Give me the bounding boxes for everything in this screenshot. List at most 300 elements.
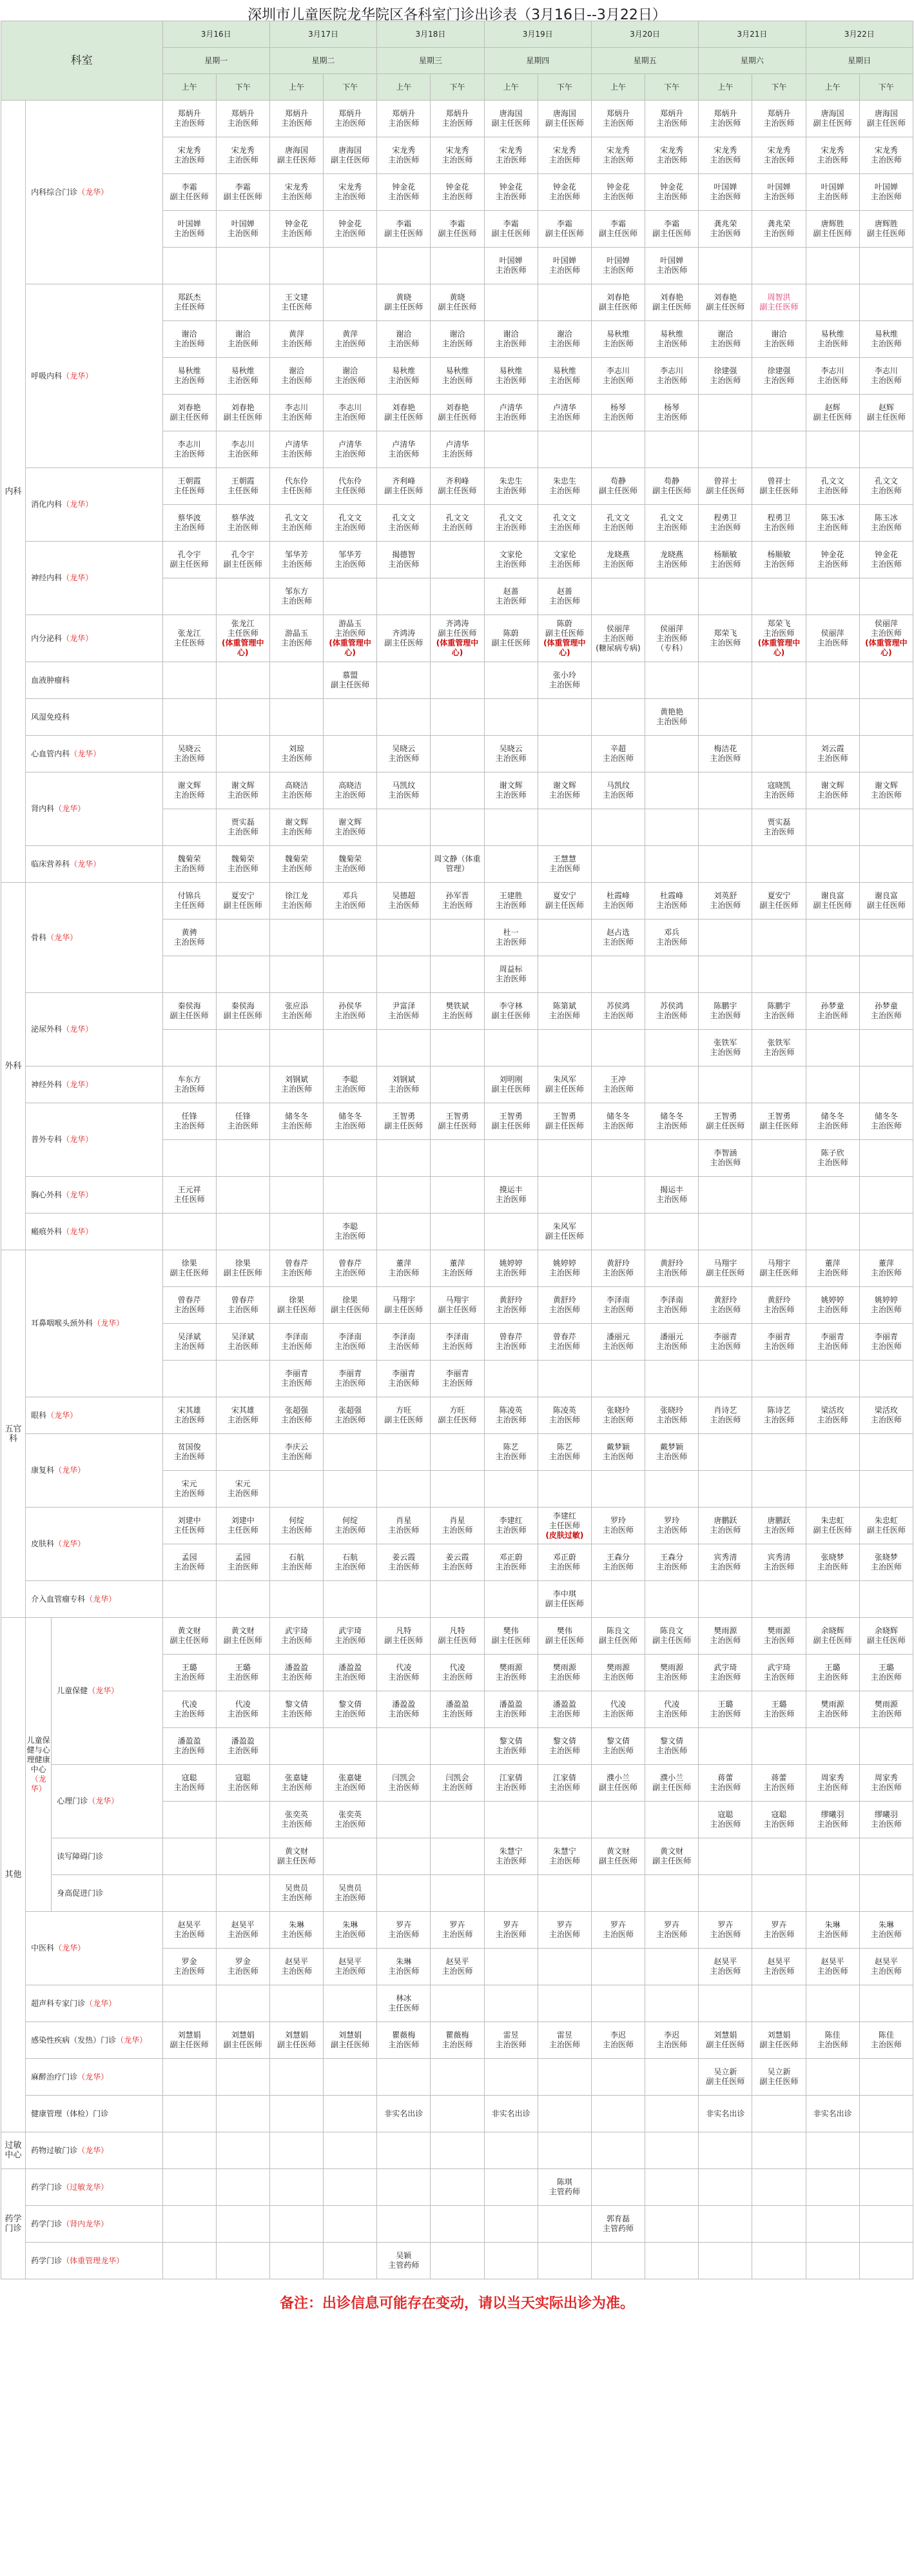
doctor-name: 王慧慧 <box>552 854 576 863</box>
doctor-title: 副主任医师 <box>545 629 584 638</box>
doctor-title: 主治医师 <box>388 339 420 348</box>
doctor-title: 主治医师 <box>335 523 366 532</box>
doctor-name: 樊雨源 <box>767 1626 791 1635</box>
schedule-cell <box>484 615 538 662</box>
schedule-cell <box>216 284 269 321</box>
doctor-name: 李泽南 <box>445 1332 469 1341</box>
doctor-name: 李泽南 <box>606 1295 630 1304</box>
doctor-name: 曾春芹 <box>177 1295 201 1304</box>
doctor-title: 主治医师 <box>495 791 527 800</box>
doctor-name: 徐果 <box>235 1259 251 1268</box>
doctor-title: 主治医师 <box>870 1342 902 1351</box>
doctor-title: 主治医师 <box>173 1452 205 1461</box>
schedule-cell <box>216 883 269 919</box>
schedule-cell <box>324 1324 377 1361</box>
schedule-cell <box>538 736 591 772</box>
doctor-name: 钟金花 <box>338 219 362 228</box>
doctor-title: 主治医师 <box>442 449 473 458</box>
doctor-title: 主治医师 <box>495 754 527 763</box>
doctor-name: 李霜 <box>235 182 251 192</box>
schedule-cell <box>699 395 752 431</box>
schedule-cell <box>377 993 431 1030</box>
dept-name: 药物过敏门诊 <box>31 2145 78 2155</box>
schedule-cell <box>806 358 859 395</box>
doctor-name: 曾春芹 <box>552 1332 576 1341</box>
schedule-cell <box>431 736 484 772</box>
schedule-cell <box>752 2169 806 2206</box>
doctor-name: 谢洽 <box>449 329 465 339</box>
doctor-title: 主治医师 <box>227 1746 258 1755</box>
doctor-title: 主治医师 <box>602 1746 634 1755</box>
doctor-title: 副主任医师 <box>223 1011 262 1020</box>
doctor-name: 储冬冬 <box>660 1112 684 1121</box>
doctor-title: 主治医师 <box>656 560 688 569</box>
doctor-title: 副主任医师 <box>706 1268 745 1277</box>
doctor-title: 主治医师 <box>656 413 688 422</box>
doctor-name: 唐海国 <box>284 146 308 155</box>
doctor-title: 主治医师 <box>602 523 634 532</box>
doctor-name: 樊雨源 <box>552 1663 576 1672</box>
schedule-cell <box>324 2132 377 2169</box>
schedule-cell <box>591 505 645 542</box>
doctor-title: 主治医师 <box>280 376 312 385</box>
schedule-cell <box>591 284 645 321</box>
doctor-name: 王朝霞 <box>231 477 255 486</box>
schedule-cell <box>269 1508 323 1544</box>
doctor-name: 唐鹏跃 <box>767 1516 791 1525</box>
doctor-title: 主治医师 <box>763 1673 795 1682</box>
dept-cell <box>26 2206 162 2243</box>
doctor-title: 主治医师 <box>602 119 634 128</box>
doctor-title: 主治医师 <box>335 560 366 569</box>
schedule-cell <box>162 174 216 211</box>
schedule-cell <box>645 699 699 736</box>
doctor-title: 主治医师 <box>280 1268 312 1277</box>
schedule-cell <box>216 1508 269 1544</box>
dept-tag: （龙华） <box>88 1796 119 1805</box>
doctor-name: 陈佳 <box>878 2030 894 2040</box>
schedule-cell <box>752 2206 806 2243</box>
doctor-title: 主治医师 <box>602 1011 634 1020</box>
dept-tag: （龙华） <box>88 1686 119 1695</box>
doctor-name: 樊雨源 <box>821 1700 844 1709</box>
schedule-cell <box>538 2169 591 2206</box>
schedule-cell <box>216 1985 269 2022</box>
doctor-title: 主治医师 <box>656 1526 688 1535</box>
doctor-name: 黄舒玲 <box>660 1259 684 1268</box>
doctor-title: 副主任医师 <box>438 229 477 238</box>
schedule-cell <box>806 662 859 699</box>
schedule-cell <box>859 505 913 542</box>
doctor-name: 李庆云 <box>284 1442 308 1451</box>
doctor-title: 主治医师 <box>817 2040 848 2049</box>
schedule-cell <box>538 993 591 1030</box>
schedule-cell <box>269 662 323 699</box>
schedule-cell <box>752 662 806 699</box>
doctor-title: 主治医师 <box>388 2040 420 2049</box>
doctor-title: 主治医师 <box>280 1930 312 1939</box>
schedule-cell <box>162 2022 216 2059</box>
schedule-cell <box>752 1067 806 1103</box>
doctor-title: 副主任医师 <box>384 486 423 495</box>
doctor-title: 主治医师 <box>388 1562 420 1571</box>
doctor-name: 王智勇 <box>767 1112 791 1121</box>
schedule-cell <box>806 2132 859 2169</box>
schedule-cell <box>216 1949 269 1985</box>
schedule-cell <box>377 1140 431 1177</box>
doctor-title: 主治医师 <box>335 1893 366 1902</box>
schedule-cell <box>859 358 913 395</box>
doctor-name: 易秋维 <box>499 366 523 375</box>
doctor-title: 副主任医师 <box>438 1305 477 1314</box>
schedule-cell <box>645 431 699 468</box>
schedule-cell <box>484 137 538 174</box>
doctor-title: 主治医师 <box>763 119 795 128</box>
schedule-cell <box>645 1802 699 1838</box>
schedule-cell <box>645 468 699 505</box>
schedule-cell <box>859 2022 913 2059</box>
schedule-cell <box>645 1655 699 1691</box>
doctor-name: 龙晓燕 <box>660 550 684 559</box>
doctor-title: 主治医师 <box>388 376 420 385</box>
doctor-title: 主治医师 <box>870 1562 902 1571</box>
schedule-cell <box>538 1397 591 1434</box>
doctor-name: 赵昊平 <box>821 1957 844 1966</box>
schedule-cell <box>859 101 913 137</box>
doctor-title: 主治医师 <box>549 1856 580 1865</box>
schedule-cell <box>645 2022 699 2059</box>
doctor-name: 苟静 <box>610 477 626 486</box>
doctor-name: 凡特 <box>449 1626 465 1635</box>
doctor-name: 吴德超 <box>392 891 416 900</box>
schedule-cell <box>806 772 859 809</box>
doctor-title: 主治医师 <box>495 192 527 201</box>
schedule-cell <box>324 1544 377 1581</box>
doctor-title: 主治医师 <box>602 1268 634 1277</box>
doctor-title: 主治医师 <box>495 339 527 348</box>
schedule-cell <box>859 883 913 919</box>
doctor-name: 石航 <box>342 1553 358 1562</box>
doctor-title: 主治医师 <box>227 523 258 532</box>
doctor-title: 主治医师 <box>549 486 580 495</box>
doctor-name: 王璐 <box>181 1663 197 1672</box>
schedule-cell <box>538 358 591 395</box>
doctor-name: 宋龙秀 <box>392 146 416 155</box>
schedule-cell <box>806 1949 859 1985</box>
schedule-cell <box>269 1471 323 1508</box>
schedule-cell <box>216 1103 269 1140</box>
schedule-cell <box>269 1250 323 1287</box>
doctor-title: 主治医师 <box>280 560 312 569</box>
doctor-title: 主治医师 <box>227 155 258 164</box>
doctor-name: 陈第斌 <box>552 1001 576 1010</box>
doctor-name: 谢良富 <box>821 891 844 900</box>
schedule-cell <box>269 1067 323 1103</box>
schedule-cell <box>216 1250 269 1287</box>
doctor-title: 主治医师 <box>549 523 580 532</box>
doctor-title: 主治医师 <box>817 339 848 348</box>
schedule-table <box>1 21 913 2279</box>
schedule-cell <box>699 2243 752 2279</box>
doctor-name: 易秋维 <box>660 329 684 339</box>
schedule-cell <box>645 505 699 542</box>
doctor-name: 储冬冬 <box>874 1112 898 1121</box>
schedule-cell <box>591 1544 645 1581</box>
table-row <box>1 2169 913 2206</box>
doctor-name: 唐海国 <box>874 109 898 118</box>
doctor-name: 任锋 <box>181 1112 197 1121</box>
doctor-name: 龙晓燕 <box>606 550 630 559</box>
doctor-title: 主治医师 <box>602 1673 634 1682</box>
doctor-title: 主治医师 <box>549 791 580 800</box>
doctor-name: 郑炳升 <box>392 109 416 118</box>
schedule-cell <box>699 615 752 662</box>
doctor-title: 主治医师 <box>280 1379 312 1388</box>
doctor-name: 樊雨源 <box>499 1663 523 1672</box>
schedule-cell <box>591 468 645 505</box>
schedule-cell <box>645 2243 699 2279</box>
doctor-name: 非实名出诊 <box>384 2109 423 2118</box>
schedule-cell <box>162 431 216 468</box>
dept-tag: （龙华） <box>77 2072 109 2081</box>
doctor-title: 副主任医师 <box>759 302 799 311</box>
doctor-title: 主治医师 <box>656 1268 688 1277</box>
doctor-title: 主治医师 <box>335 229 366 238</box>
doctor-name: 杨顺敏 <box>714 550 737 559</box>
dept-name: 麻醉治疗门诊 <box>31 2072 78 2081</box>
schedule-cell <box>591 1361 645 1397</box>
schedule-cell <box>162 772 216 809</box>
doctor-name: 储冬冬 <box>821 1112 844 1121</box>
doctor-title: 主治医师 <box>710 1967 741 1976</box>
doctor-name: 李聪 <box>342 1075 358 1084</box>
doctor-name: 刘明刚 <box>499 1075 523 1084</box>
doctor-name: 张小玲 <box>552 671 576 680</box>
doctor-title: 副主任医师 <box>813 901 852 910</box>
schedule-cell <box>752 1324 806 1361</box>
table-row <box>1 1581 913 1618</box>
dept-tag: （龙华） <box>46 1410 78 1420</box>
doctor-name: 宋龙秀 <box>660 146 684 155</box>
schedule-cell <box>591 578 645 615</box>
schedule-cell <box>806 699 859 736</box>
doctor-name: 赵昊平 <box>767 1957 791 1966</box>
schedule-cell <box>806 1250 859 1287</box>
schedule-cell <box>431 248 484 284</box>
schedule-cell <box>645 1250 699 1287</box>
pm-header: 下午 <box>538 74 591 101</box>
schedule-cell <box>269 2059 323 2096</box>
schedule-cell <box>162 505 216 542</box>
schedule-cell <box>377 2096 431 2132</box>
schedule-cell <box>431 883 484 919</box>
schedule-cell <box>484 321 538 358</box>
schedule-cell <box>377 1030 431 1067</box>
doctor-name: 夏安宁 <box>767 891 791 900</box>
schedule-cell <box>859 1875 913 1912</box>
doctor-title: 主治医师 <box>335 827 366 836</box>
schedule-cell <box>591 1581 645 1618</box>
schedule-cell <box>538 1581 591 1618</box>
schedule-cell <box>538 174 591 211</box>
doctor-name: 易秋维 <box>392 366 416 375</box>
schedule-cell <box>806 1581 859 1618</box>
schedule-cell <box>269 1912 323 1949</box>
schedule-cell <box>699 809 752 846</box>
doctor-name: 杜霞峰 <box>606 891 630 900</box>
schedule-cell <box>859 736 913 772</box>
schedule-cell <box>324 1250 377 1287</box>
schedule-cell <box>216 174 269 211</box>
doctor-name: 潘盈盈 <box>177 1736 201 1745</box>
schedule-cell <box>752 101 806 137</box>
schedule-cell <box>752 1728 806 1765</box>
doctor-title: 主治医师 <box>656 1195 688 1204</box>
doctor-title: 主治医师 <box>870 339 902 348</box>
doctor-name: 宋元 <box>181 1479 197 1488</box>
doctor-title: 主治医师 <box>335 1967 366 1976</box>
doctor-name: 宋龙秀 <box>606 146 630 155</box>
schedule-cell <box>216 1581 269 1618</box>
doctor-title: (体重管理中心) <box>329 638 371 657</box>
doctor-title: 副主任医师 <box>545 119 584 128</box>
schedule-cell <box>269 284 323 321</box>
schedule-cell <box>377 883 431 919</box>
doctor-name: 王璐 <box>771 1700 787 1709</box>
doctor-name: 叶国婵 <box>499 256 523 265</box>
schedule-cell <box>269 1728 323 1765</box>
schedule-cell <box>484 2169 538 2206</box>
doctor-title: 主治医师 <box>335 1820 366 1829</box>
doctor-title: 主治医师 <box>817 1673 848 1682</box>
schedule-cell <box>431 919 484 956</box>
schedule-cell <box>752 468 806 505</box>
doctor-name: 谢洽 <box>556 329 572 339</box>
schedule-cell <box>269 1985 323 2022</box>
schedule-cell <box>699 174 752 211</box>
schedule-cell <box>324 1397 377 1434</box>
doctor-name: 杨琴 <box>610 403 626 412</box>
schedule-cell <box>859 1508 913 1544</box>
doctor-title: 主治医师 <box>442 1709 473 1718</box>
table-row <box>1 1618 913 1655</box>
dept-tag: （龙华） <box>62 500 93 509</box>
doctor-name: 陈鹏宇 <box>767 1001 791 1010</box>
doctor-title: 副主任医师 <box>598 1783 637 1792</box>
schedule-cell <box>752 736 806 772</box>
schedule-cell <box>591 1324 645 1361</box>
schedule-cell <box>699 2096 752 2132</box>
doctor-title: 主治医师 <box>227 1342 258 1351</box>
schedule-cell <box>162 284 216 321</box>
schedule-cell <box>699 248 752 284</box>
doctor-name: 罗卉 <box>610 1920 626 1929</box>
doctor-name: 李迟 <box>610 2030 626 2040</box>
doctor-name: 张晓梦 <box>821 1553 844 1562</box>
doctor-name: 孙侯华 <box>338 1001 362 1010</box>
schedule-cell <box>162 2206 216 2243</box>
schedule-cell <box>269 101 323 137</box>
doctor-title: 主治医师 <box>280 1415 312 1424</box>
schedule-cell <box>699 1691 752 1728</box>
doctor-name: 张晓梦 <box>874 1553 898 1562</box>
doctor-name: 黎文倩 <box>284 1700 308 1709</box>
doctor-name: 吴晓云 <box>499 744 523 753</box>
doctor-title: 主治医师 <box>656 938 688 947</box>
doctor-title: 主治医师 <box>280 1526 312 1535</box>
dept-cell <box>26 468 162 542</box>
dept-cell <box>26 2059 162 2096</box>
schedule-cell <box>859 1544 913 1581</box>
doctor-title: 主治医师 <box>442 339 473 348</box>
doctor-name: 谢洽 <box>717 329 734 339</box>
doctor-name: 黄晓 <box>396 293 412 302</box>
schedule-cell <box>431 2243 484 2279</box>
doctor-title: 主治医师 <box>173 449 205 458</box>
schedule-cell <box>431 2169 484 2206</box>
schedule-cell <box>484 1471 538 1508</box>
schedule-cell <box>699 993 752 1030</box>
doctor-title: 主治医师 <box>710 339 741 348</box>
pm-header: 下午 <box>752 74 806 101</box>
doctor-name: 潘丽元 <box>606 1332 630 1341</box>
doctor-name: 齐利峰 <box>392 477 416 486</box>
schedule-cell <box>806 468 859 505</box>
schedule-cell <box>324 395 377 431</box>
doctor-name: 刘春艳 <box>177 403 201 412</box>
doctor-name: 潘盈盈 <box>552 1700 576 1709</box>
doctor-name: 孔文文 <box>552 513 576 522</box>
doctor-title: 主治医师 <box>817 376 848 385</box>
doctor-title: 副主任医师 <box>491 1636 530 1645</box>
doctor-name: 方旺 <box>449 1406 465 1415</box>
category-cell: 过敏中心 <box>1 2132 26 2169</box>
schedule-cell <box>377 1067 431 1103</box>
schedule-cell <box>752 2096 806 2132</box>
schedule-cell <box>806 1691 859 1728</box>
schedule-cell <box>538 578 591 615</box>
schedule-cell <box>699 321 752 358</box>
doctor-name: 董萍 <box>878 1259 894 1268</box>
doctor-title: 主治医师 <box>280 339 312 348</box>
schedule-cell <box>484 883 538 919</box>
doctor-title: 副主任医师 <box>384 1636 423 1645</box>
doctor-name: 林冰 <box>396 1994 412 2003</box>
doctor-name: 钟金花 <box>606 182 630 192</box>
schedule-cell <box>324 1214 377 1250</box>
doctor-name: 徐江龙 <box>284 891 308 900</box>
schedule-cell <box>752 431 806 468</box>
schedule-cell <box>591 174 645 211</box>
schedule-cell <box>806 736 859 772</box>
doctor-name: 孔文文 <box>284 513 308 522</box>
schedule-cell <box>162 1875 216 1912</box>
schedule-cell <box>377 1581 431 1618</box>
schedule-cell <box>806 883 859 919</box>
doctor-title: 主治医师 <box>442 376 473 385</box>
schedule-cell <box>324 101 377 137</box>
doctor-title: 主治医师 <box>173 1746 205 1755</box>
schedule-cell <box>269 578 323 615</box>
doctor-name: 卢清华 <box>552 403 576 412</box>
doctor-title: 主治医师 <box>335 1232 366 1241</box>
doctor-title: 主治医师 <box>442 1268 473 1277</box>
schedule-cell <box>377 431 431 468</box>
schedule-cell <box>859 1802 913 1838</box>
schedule-cell <box>752 615 806 662</box>
schedule-cell <box>859 1581 913 1618</box>
schedule-cell <box>538 468 591 505</box>
